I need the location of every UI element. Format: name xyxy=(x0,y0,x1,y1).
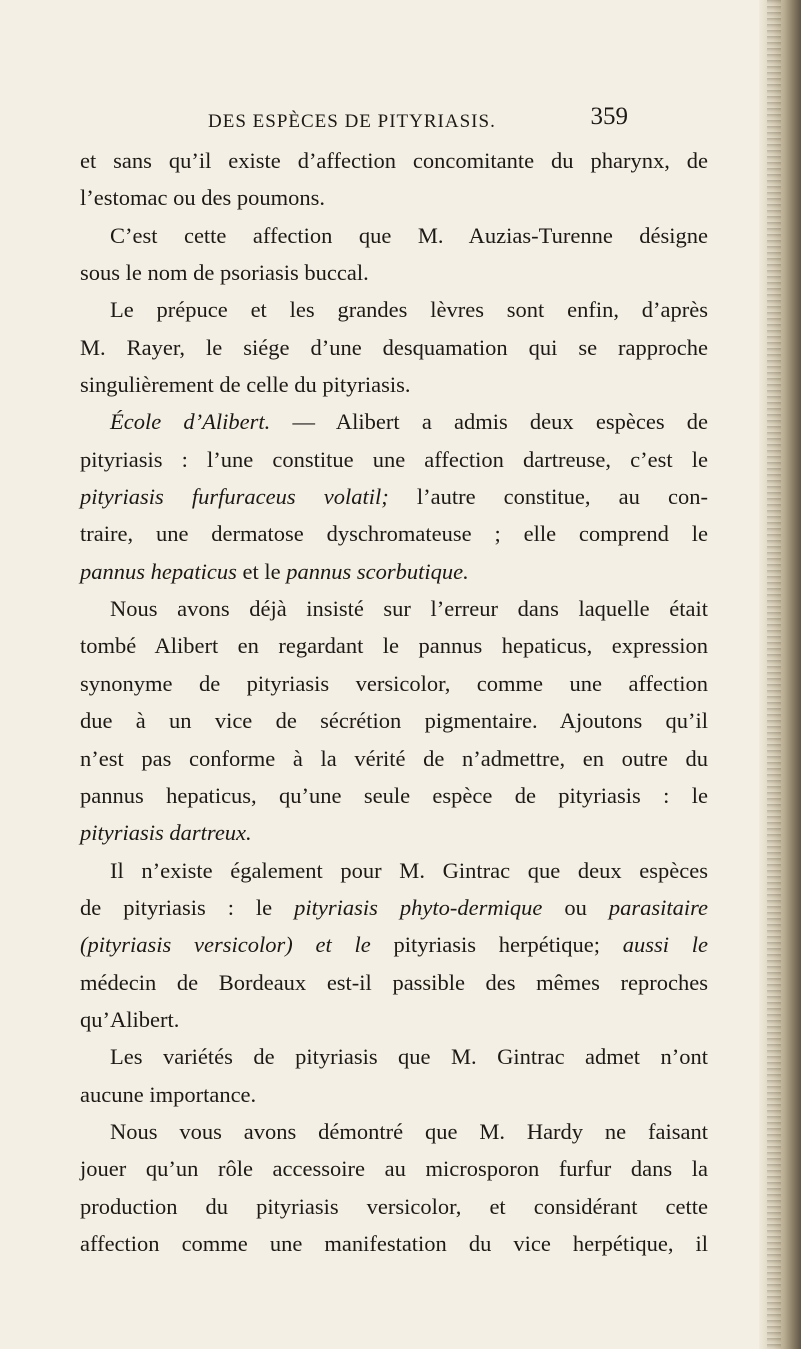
text-run: Les variétés de pityriasis que M. Gintrac admet n’ont xyxy=(110,1044,708,1070)
text-run: pityriasis herpétique; xyxy=(393,932,600,958)
text-run: psoriasis buccal. xyxy=(220,260,369,286)
text-run: jouer qu’un rôle accessoire au microsporon furfur dans la xyxy=(80,1156,708,1182)
text-line xyxy=(80,142,708,179)
text-line xyxy=(80,777,708,814)
italic-term: pityriasis dartreux. xyxy=(80,820,252,846)
text-line xyxy=(80,964,708,1001)
text-line xyxy=(80,441,708,478)
text-run: affection comme une manifestation du vice herpétique, il xyxy=(80,1230,708,1256)
text-line xyxy=(80,852,708,889)
text-line xyxy=(80,179,708,216)
text-run: traire, une dermatose dyschromateuse ; elle comprend le xyxy=(80,521,708,547)
text-line xyxy=(80,254,708,291)
text-run: n’est pas conforme à la vérité de n’admettre, en outre du xyxy=(80,745,708,771)
text-line xyxy=(80,1225,708,1262)
text-line xyxy=(80,329,708,366)
text-run: Il n’existe également pour M. Gintrac que deux espèces xyxy=(110,857,708,883)
italic-term: pityriasis phyto-dermique xyxy=(294,894,543,920)
text-line xyxy=(80,1188,708,1225)
text-run: synonyme de pityriasis versicolor, comme une affection xyxy=(80,670,708,696)
text-line xyxy=(80,1038,708,1075)
body-text xyxy=(80,142,708,1262)
text-line xyxy=(80,590,708,627)
text-line xyxy=(80,627,708,664)
text-line xyxy=(80,366,708,403)
running-head: DES ESPÈCES DE PITYRIASIS. xyxy=(208,111,496,132)
text-run: l’autre constitue, au con- xyxy=(388,484,708,510)
text-line xyxy=(80,217,708,254)
text-line xyxy=(80,1150,708,1187)
text-line xyxy=(80,702,708,739)
italic-term: pityriasis furfuraceus volatil; xyxy=(80,484,389,510)
text-line xyxy=(80,291,708,328)
text-run: Nous avons déjà insisté sur l’erreur dans laquelle était xyxy=(110,596,708,622)
text-line xyxy=(80,403,708,440)
text-run: ou xyxy=(542,894,609,920)
text-line xyxy=(80,926,708,963)
text-run: pannus hepaticus, qu’une seule espèce de pityriasis : le xyxy=(80,782,708,808)
text-line xyxy=(80,1001,708,1038)
text-line xyxy=(80,889,708,926)
text-run: production du pityriasis versicolor, et considérant cette xyxy=(80,1193,708,1219)
text-line xyxy=(80,1113,708,1150)
text-run: Nous vous avons démontré que M. Hardy ne faisant xyxy=(110,1118,708,1144)
italic-term: aussi le xyxy=(599,932,708,958)
text-line xyxy=(80,515,708,552)
italic-term: (pityriasis versicolor) et le xyxy=(80,932,394,958)
italic-term: pannus hepaticus xyxy=(80,558,237,584)
text-run: — Alibert a admis deux espèces de xyxy=(270,409,708,435)
text-run: qu’Alibert. xyxy=(80,1006,180,1032)
text-run: M. Rayer, le siége d’une desquamation qui se rapproche xyxy=(80,334,708,360)
text-run: tombé Alibert en regardant le pannus hepaticus, expression xyxy=(80,633,708,659)
text-run: sous le nom de xyxy=(80,260,220,286)
page-header xyxy=(168,103,628,143)
text-run: Le prépuce et les grandes lèvres sont enfin, d’après xyxy=(110,297,708,323)
text-run: de pityriasis : le xyxy=(80,894,295,920)
text-line xyxy=(80,478,708,515)
italic-term: parasitaire xyxy=(608,894,708,920)
text-run: due à un vice de sécrétion pigmentaire. Ajoutons qu’il xyxy=(80,708,708,734)
text-run: singulièrement de celle du pityriasis. xyxy=(80,372,411,398)
text-line xyxy=(80,740,708,777)
page-number: 359 xyxy=(590,103,628,130)
text-run: et sans qu’il existe d’affection concomitante du pharynx, de xyxy=(80,148,708,173)
text-run: l’estomac ou des poumons. xyxy=(80,185,325,211)
text-line xyxy=(80,665,708,702)
italic-term: École d’Alibert. xyxy=(110,409,271,435)
text-line xyxy=(80,553,708,590)
text-run: médecin de Bordeaux est-il passible des mêmes reproches xyxy=(80,969,708,995)
italic-term: pannus scorbutique. xyxy=(286,558,469,584)
text-line xyxy=(80,1076,708,1113)
text-run: C’est cette affection que M. Auzias-Turenne désigne xyxy=(110,222,708,248)
text-line xyxy=(80,814,708,851)
text-run: pityriasis : l’une constitue une affection dartreuse, c’est le xyxy=(80,446,708,472)
text-run: et le xyxy=(236,558,287,584)
page-gutter-edge xyxy=(759,0,801,1349)
text-run: aucune importance. xyxy=(80,1081,257,1107)
